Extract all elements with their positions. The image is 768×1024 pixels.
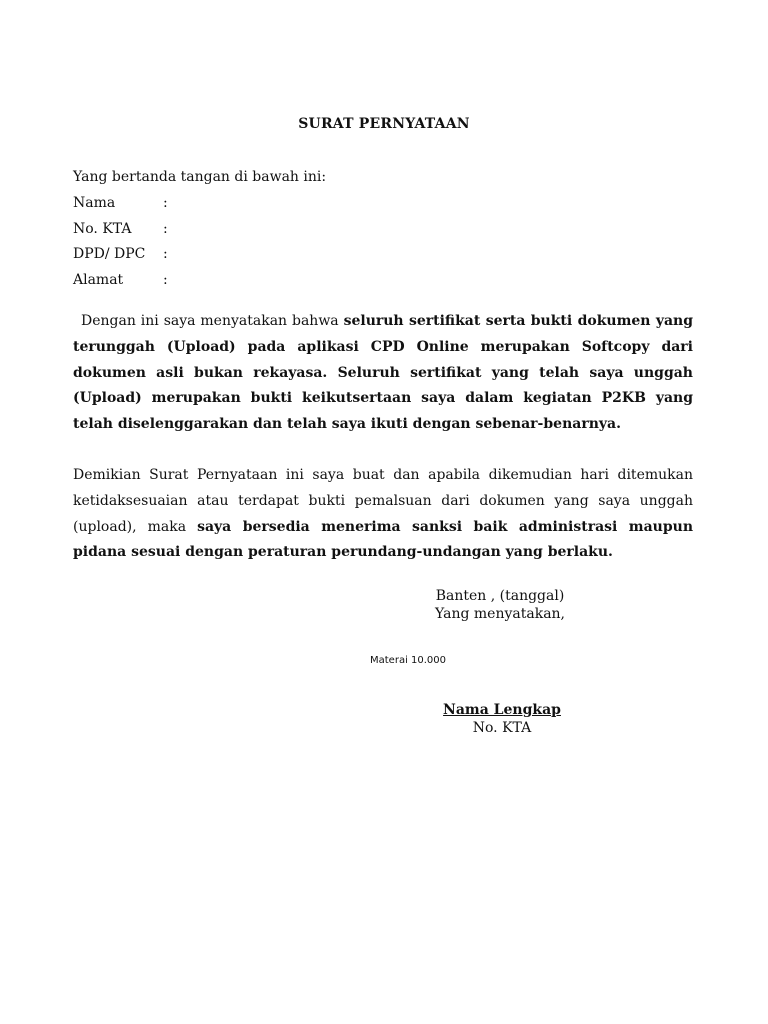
field-nama — [73, 194, 173, 220]
declarant-label: Yang menyatakan, — [434, 606, 566, 622]
document-title: SURAT PERNYATAAN — [298, 116, 470, 132]
statement-paragraph — [73, 309, 693, 438]
statement-normal-text: Dengan ini saya menyatakan bahwa — [81, 313, 344, 329]
field-label: DPD/ DPC — [73, 246, 146, 262]
field-colon: : — [163, 195, 168, 211]
intro-line: Yang bertanda tangan di bawah ini: — [73, 169, 327, 185]
field-label: Alamat — [73, 271, 124, 288]
identity-fields — [73, 194, 173, 296]
statement-bold-text: seluruh sertifikat serta bukti dokumen yang terunggah (Upload) pada aplikasi CPD Online merupakan Softcopy dari dokumen asli bukan rekayasa. Seluruh sertifikat yang telah saya unggah (Upload) merupakan bukti keikutsertaan saya dalam kegiatan P2KB yang telah diselenggarakan dan telah saya ikuti dengan sebenar-benarnya. — [73, 313, 694, 433]
field-label: Nama — [73, 195, 116, 211]
closing-normal-text: Demikian Surat Pernyataan ini saya buat dan apabila dikemudian hari ditemukan ketidaksesuaian atau terdapat bukti pemalsuan dari dokumen yang saya unggah (upload), maka — [73, 467, 693, 535]
field-colon: : — [163, 220, 168, 237]
signatory-name: Nama Lengkap — [443, 702, 561, 718]
signatory-kta: No. KTA — [472, 720, 532, 736]
field-label: No. KTA — [73, 220, 132, 237]
field-dpd-dpc — [73, 245, 173, 271]
field-no-kta — [73, 220, 173, 246]
closing-bold-text: saya bersedia menerima sanksi baik administrasi maupun pidana sesuai dengan peraturan perundang-undangan yang berlaku. — [73, 518, 694, 561]
field-alamat — [73, 271, 173, 297]
place-date: Banten , (tanggal) — [435, 588, 565, 604]
field-colon: : — [163, 271, 168, 288]
field-colon: : — [163, 246, 168, 262]
stamp-duty-label: Materai 10.000 — [370, 655, 447, 666]
closing-paragraph — [73, 463, 693, 566]
